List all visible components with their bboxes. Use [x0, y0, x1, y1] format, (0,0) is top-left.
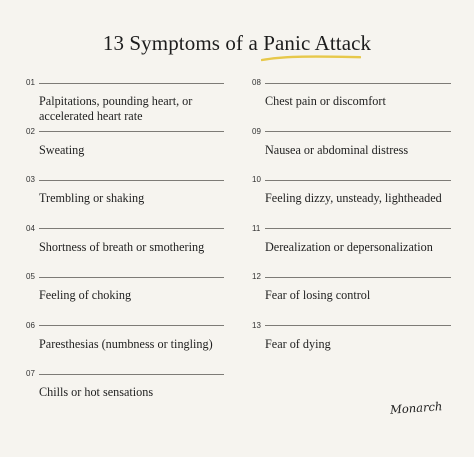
symptom-text	[265, 143, 451, 158]
symptom-list-right	[252, 78, 451, 369]
symptom-text	[39, 191, 224, 206]
symptom-number: 04	[26, 223, 35, 233]
symptom-text-line: Nausea or abdominal distress	[265, 142, 409, 157]
title-highlight-text: Panic Attack	[263, 31, 372, 55]
symptom-text	[265, 94, 451, 109]
symptom-number: 10	[252, 175, 261, 184]
symptom-text-line: Trembling or shaking	[39, 191, 145, 205]
symptom-text	[39, 385, 224, 400]
symptom-text-line: Chills or hot sensations	[39, 385, 154, 399]
symptom-number: 01	[26, 78, 35, 87]
symptom-text	[265, 337, 451, 352]
divider-rule	[265, 180, 451, 181]
symptom-text	[265, 288, 451, 303]
divider-rule	[265, 325, 451, 326]
list-item	[252, 272, 451, 321]
page-title	[0, 30, 474, 56]
divider-rule	[39, 325, 224, 326]
symptom-number: 03	[26, 175, 35, 184]
symptom-text	[39, 240, 224, 255]
list-item	[26, 175, 224, 224]
symptom-number: 02	[26, 126, 35, 136]
symptom-list-left	[26, 78, 224, 418]
monarch-logo	[388, 398, 444, 418]
symptom-text-line: Fear of losing control	[265, 288, 371, 302]
list-item	[252, 175, 451, 224]
highlight-underline-icon	[261, 54, 361, 62]
symptom-text-line: Feeling of choking	[39, 288, 132, 302]
symptom-number: 09	[252, 126, 261, 136]
symptom-text-line: accelerated heart rate	[39, 109, 143, 123]
list-item	[252, 78, 451, 127]
symptom-header	[252, 224, 451, 234]
symptom-text-line: Shortness of breath or smothering	[39, 239, 205, 254]
symptom-text-line: Derealization or depersonalization	[265, 239, 433, 254]
list-item	[26, 321, 224, 370]
symptom-header	[252, 78, 451, 88]
symptom-number: 05	[26, 272, 35, 281]
list-item	[26, 78, 224, 127]
divider-rule	[265, 228, 451, 229]
symptom-header	[252, 321, 451, 331]
list-item	[252, 321, 451, 370]
symptom-number: 13	[252, 320, 261, 330]
divider-rule	[39, 131, 224, 132]
symptom-text	[265, 191, 451, 206]
symptom-header	[26, 127, 224, 137]
symptom-text	[39, 143, 224, 158]
symptom-text-line: Paresthesias (numbness or tingling)	[39, 336, 213, 351]
symptom-text-line: Feeling dizzy, unsteady, lightheaded	[265, 191, 442, 205]
symptom-header	[26, 78, 224, 88]
symptom-number: 06	[26, 320, 35, 330]
list-item	[26, 127, 224, 176]
symptom-header	[252, 127, 451, 137]
divider-rule	[265, 83, 451, 84]
list-item	[252, 224, 451, 273]
symptom-header	[26, 369, 224, 379]
list-item	[26, 272, 224, 321]
symptom-header	[26, 224, 224, 234]
symptom-number: 11	[252, 223, 261, 233]
symptom-number: 07	[26, 369, 35, 378]
symptom-text-line: Fear of dying	[265, 336, 331, 351]
list-item	[252, 127, 451, 176]
symptom-number: 08	[252, 78, 261, 87]
list-item	[26, 369, 224, 418]
symptom-header	[26, 321, 224, 331]
list-item	[26, 224, 224, 273]
symptom-header	[252, 175, 451, 185]
symptom-text	[39, 337, 224, 352]
symptom-text	[39, 94, 224, 124]
divider-rule	[39, 83, 224, 84]
symptom-number: 12	[252, 272, 261, 281]
divider-rule	[265, 131, 451, 132]
symptom-header	[252, 272, 451, 282]
divider-rule	[39, 180, 224, 181]
symptom-header	[26, 175, 224, 185]
divider-rule	[265, 277, 451, 278]
divider-rule	[39, 374, 224, 375]
logo-text: Monarch	[389, 399, 443, 417]
divider-rule	[39, 228, 224, 229]
symptom-text-line: Sweating	[39, 142, 85, 157]
divider-rule	[39, 277, 224, 278]
title-highlight	[263, 30, 371, 56]
symptom-text-line: Palpitations, pounding heart, or	[39, 94, 193, 108]
symptom-header	[26, 272, 224, 282]
symptom-text-line: Chest pain or discomfort	[265, 94, 386, 108]
symptom-text	[265, 240, 451, 255]
title-prefix: 13 Symptoms of a	[102, 31, 264, 55]
symptom-text	[39, 288, 224, 303]
